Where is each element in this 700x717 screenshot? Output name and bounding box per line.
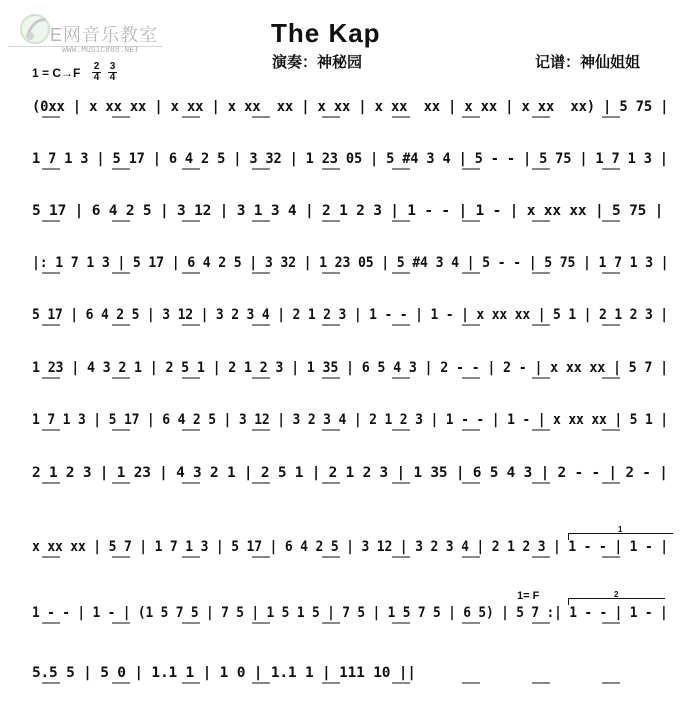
score-line [32, 663, 672, 689]
volta-number: 1 [618, 525, 623, 534]
key-change-label: 1= F [517, 590, 540, 602]
site-logo [4, 6, 194, 62]
score-line-notes: |: 1 7 1 3 | 5 17 | 6 4 2 5 | 3 32 | 1 23 05 | 5 #4 3 4 | 5 - - | 5 75 | 1 7 1 3 | [32, 255, 669, 271]
score-line [32, 537, 672, 563]
score-line [32, 603, 672, 629]
logo-url: WWW.MUSIC888.NET [62, 46, 139, 55]
performer-credit: 演奏：神秘园 [272, 54, 363, 71]
key-signature: 1 = C→F [32, 66, 81, 80]
score-line-notes: (0xx | x xx xx | x xx | x xx xx | x xx | x xx xx | x xx | x xx xx) | 5 75 | [32, 99, 669, 115]
score-line [32, 253, 672, 279]
time-signature-3-4 [108, 62, 117, 83]
song-title: The Kap [271, 18, 381, 48]
volta-bracket [568, 590, 665, 605]
transcriber-credit: 记谱：神仙姐姐 [535, 54, 641, 71]
logo-text: E网音乐教室 [50, 25, 159, 45]
score-line-notes: 1 7 1 3 | 5 17 | 6 4 2 5 | 3 12 | 3 2 3 4 | 2 1 2 3 | 1 - - | 1 - | x xx xx | 5 1 | [32, 412, 668, 428]
time-signature-top: 2 [93, 61, 100, 72]
score-line-notes: 5 17 | 6 4 2 5 | 3 12 | 3 2 3 4 | 2 1 2 3 | 1 - - | 1 - | x xx xx | 5 1 | 2 1 2 3 | [32, 307, 668, 323]
score-line-notes: 5.5 5 | 5 0 | 1.1 1 | 1 0 | 1.1 1 | 111 10 || [32, 665, 416, 681]
score-line [32, 358, 672, 384]
time-signature-bottom: 4 [93, 72, 100, 83]
score-line [32, 305, 672, 331]
score-line [32, 149, 672, 175]
volta-bracket [568, 525, 673, 540]
score-line-notes: 1 - - | 1 - | (1 5 7 5 | 7 5 | 1 5 1 5 | 7 5 | 1 5 7 5 | 6 5) | 5 7 :| 1 - - | 1 - | [32, 605, 668, 621]
score-line [32, 463, 672, 489]
score-line-notes: 1 23 | 4 3 2 1 | 2 5 1 | 2 1 2 3 | 1 35 | 6 5 4 3 | 2 - - | 2 - | x xx xx | 5 7 | [32, 360, 668, 376]
score-line-notes: 1 7 1 3 | 5 17 | 6 4 2 5 | 3 32 | 1 23 05 | 5 #4 3 4 | 5 - - | 5 75 | 1 7 1 3 | [32, 151, 668, 167]
time-signature-2-4 [92, 62, 101, 83]
time-signature-top: 3 [109, 61, 116, 72]
score-line-notes: 5 17 | 6 4 2 5 | 3 12 | 3 1 3 4 | 2 1 2 3 | 1 - - | 1 - | x xx xx | 5 75 | [32, 203, 664, 219]
score-line [32, 201, 672, 227]
score-line-notes: x xx xx | 5 7 | 1 7 1 3 | 5 17 | 6 4 2 5 | 3 12 | 3 2 3 4 | 2 1 2 3 | 1 - - | 1 - | [32, 539, 668, 555]
score-line [32, 97, 672, 123]
time-signature-bottom: 4 [109, 72, 116, 83]
volta-number: 2 [614, 590, 619, 599]
score-line-notes: 2 1 2 3 | 1 23 | 4 3 2 1 | 2 5 1 | 2 1 2 3 | 1 35 | 6 5 4 3 | 2 - - | 2 - | [32, 465, 668, 481]
score-line [32, 410, 672, 436]
